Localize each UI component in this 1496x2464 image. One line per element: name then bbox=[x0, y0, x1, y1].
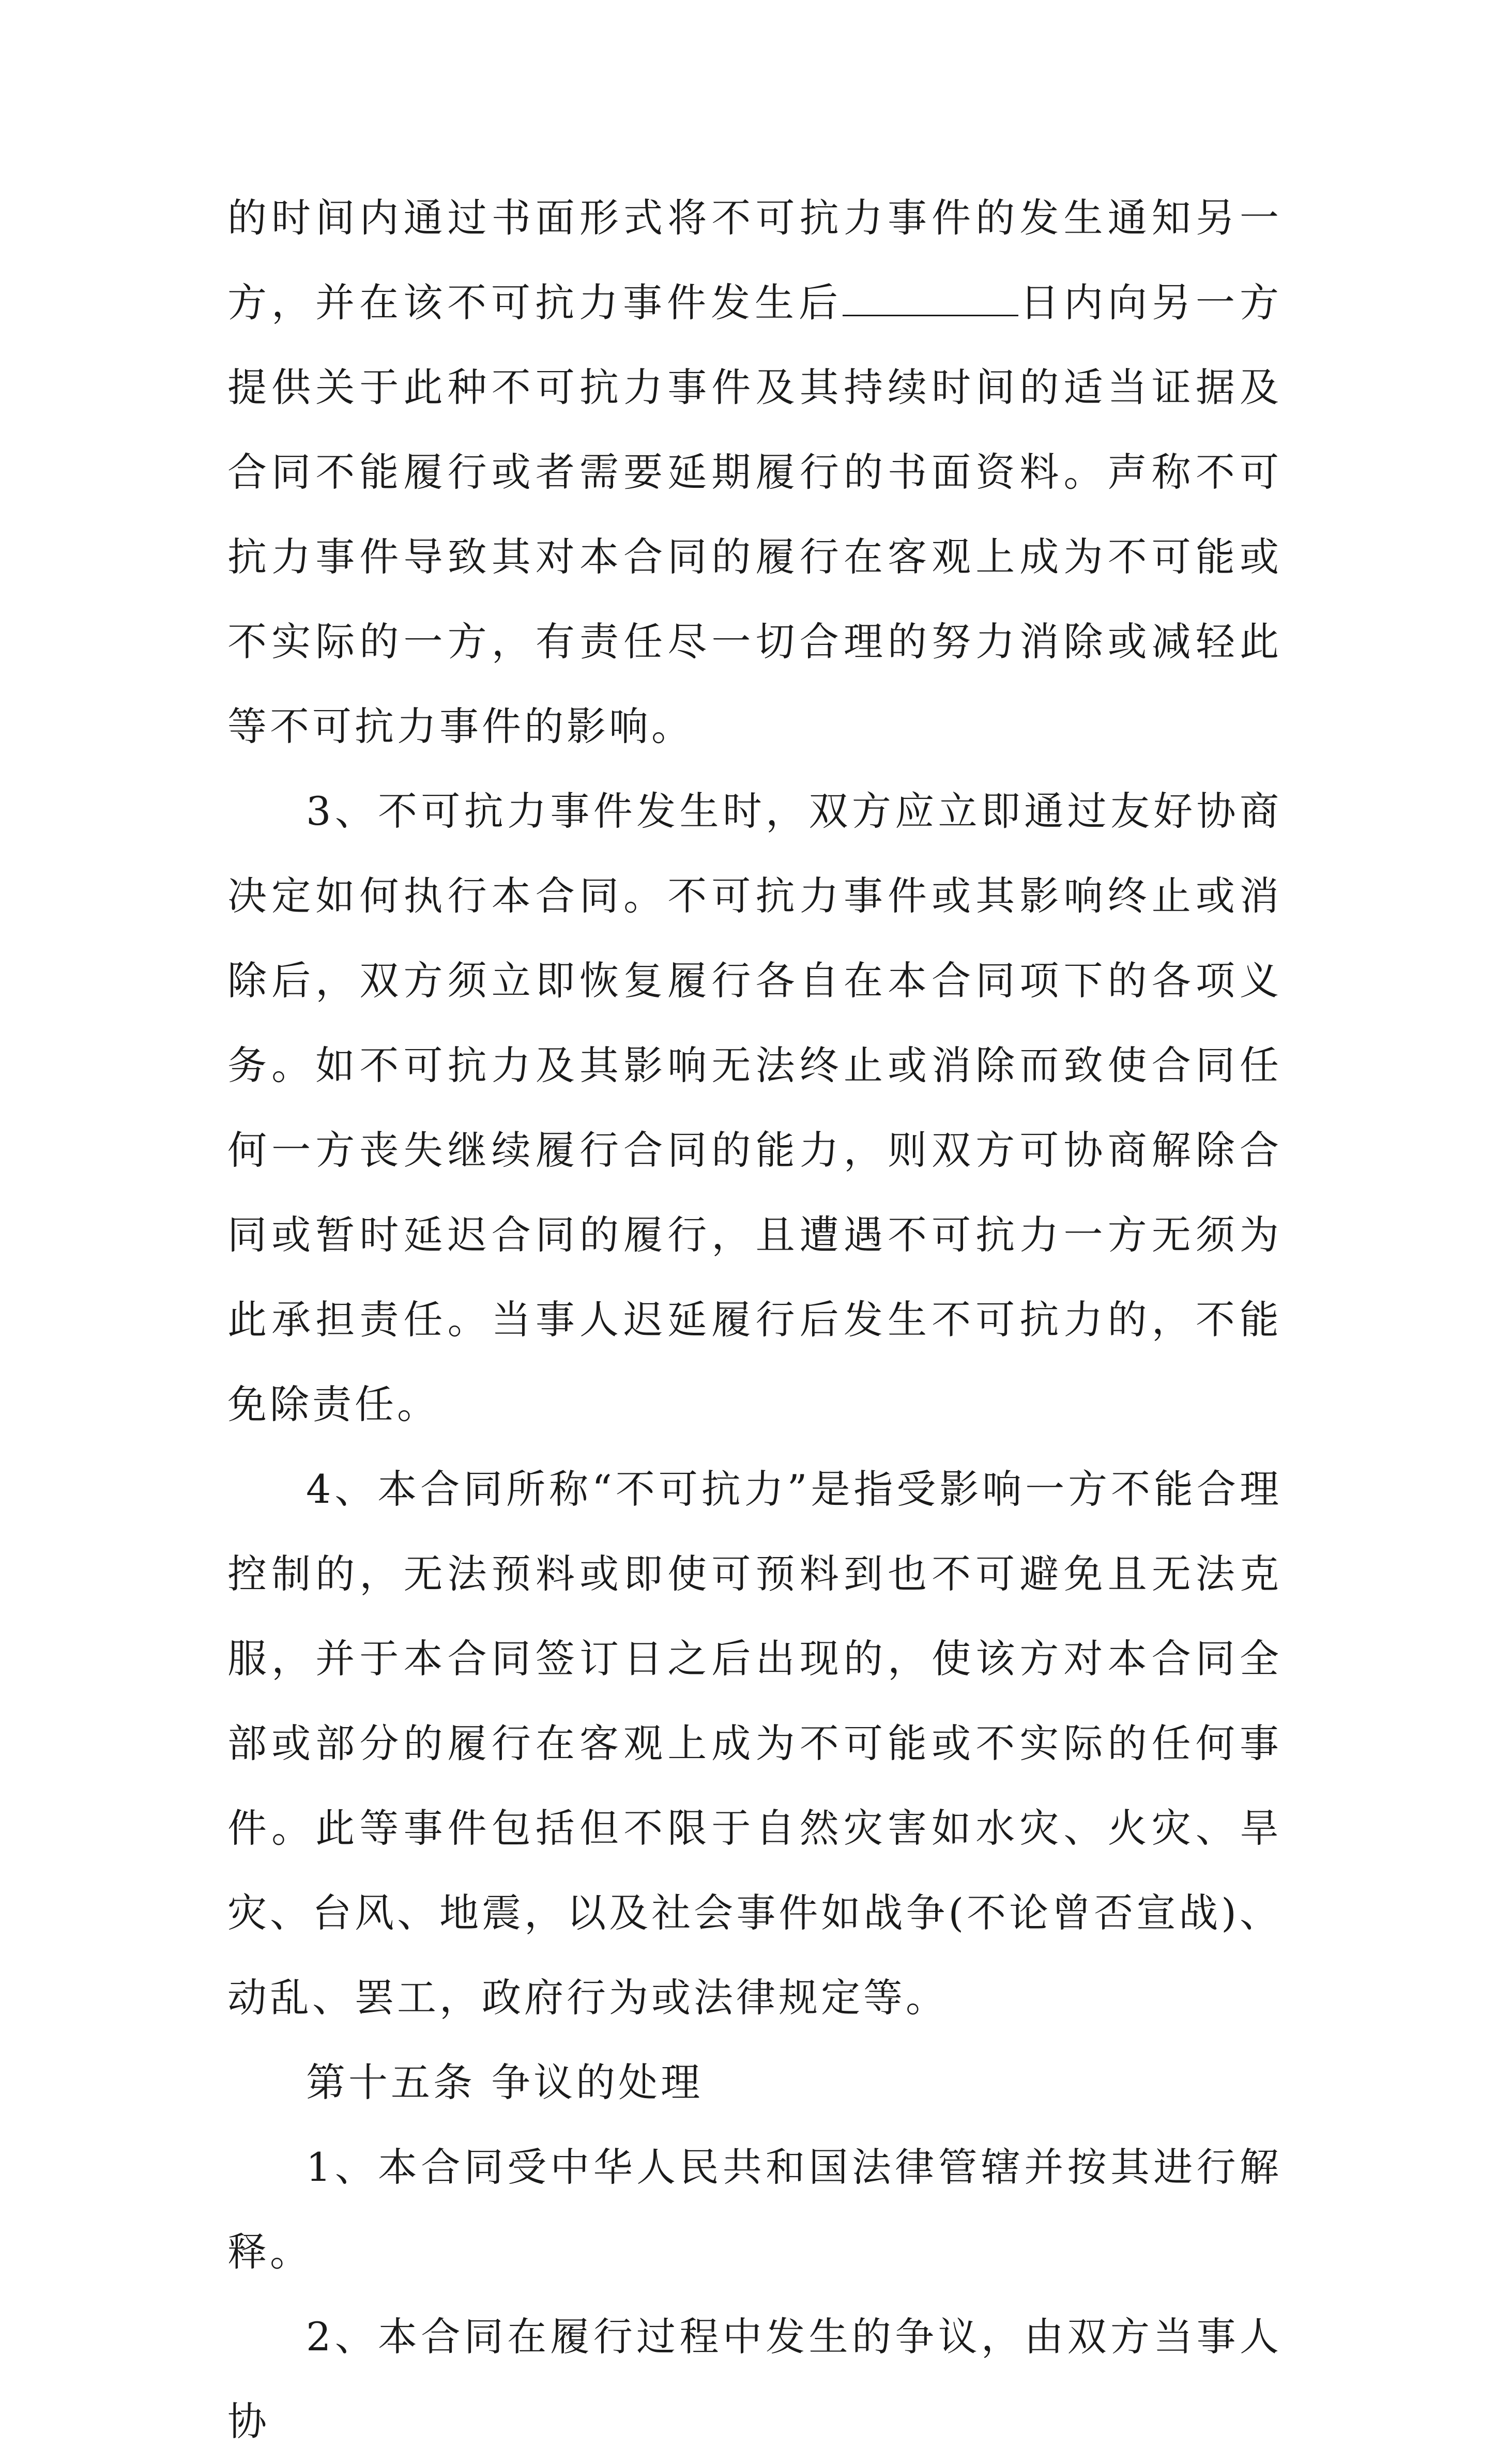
article-15-clause-2: 2、本合同在履行过程中发生的争议，由双方当事人协 bbox=[227, 2314, 1282, 2444]
clause-3-paragraph: 3、不可抗力事件发生时，双方应立即通过友好协商决定如何执行本合同。不可抗力事件或其影响终止或消除后，双方须立即恢复履行各自在本合同项下的各项义务。如不可抗力及其影响无法终止或消除而致使合同任何一方丧失继续履行合同的能力，则双方可协商解除合同或暂时延迟合同的履行，且遭遇不可抗力一方无须为此承担责任。当事人迟延履行后发生不可抗力的，不能免除责任。 bbox=[227, 788, 1282, 1427]
fill-in-blank-days bbox=[843, 279, 1018, 316]
paragraph-text-after-blank: 日内向另一方提供关于此种不可抗力事件及其持续时间的适当证据及合同不能履行或者需要延期履行的书面资料。声称不可抗力事件导致其对本合同的履行在客观上成为不可能或不实际的一方，有责任尽一切合理的努力消除或减轻此等不可抗力事件的影响。 bbox=[227, 280, 1282, 749]
document-body bbox=[227, 176, 1282, 2464]
clause-4-paragraph: 4、本合同所称“不可抗力”是指受影响一方不能合理控制的，无法预料或即使可预料到也不可避免且无法克服，并于本合同签订日之后出现的，使该方对本合同全部或部分的履行在客观上成为不可能或不实际的任何事件。此等事件包括但不限于自然灾害如水灾、火灾、旱灾、台风、地震，以及社会事件如战争(不论曾否宣战)、动乱、罢工，政府行为或法律规定等。 bbox=[227, 1466, 1282, 2021]
paragraph-force-majeure-notice bbox=[227, 176, 1282, 769]
article-15-clause-1: 1、本合同受中华人民共和国法律管辖并按其进行解释。 bbox=[227, 2144, 1282, 2275]
paragraph-text-before-blank: 的时间内通过书面形式将不可抗力事件的发生通知另一方，并在该不可抗力事件发生后 bbox=[227, 195, 1282, 326]
article-15-heading: 第十五条 争议的处理 bbox=[306, 2059, 704, 2105]
